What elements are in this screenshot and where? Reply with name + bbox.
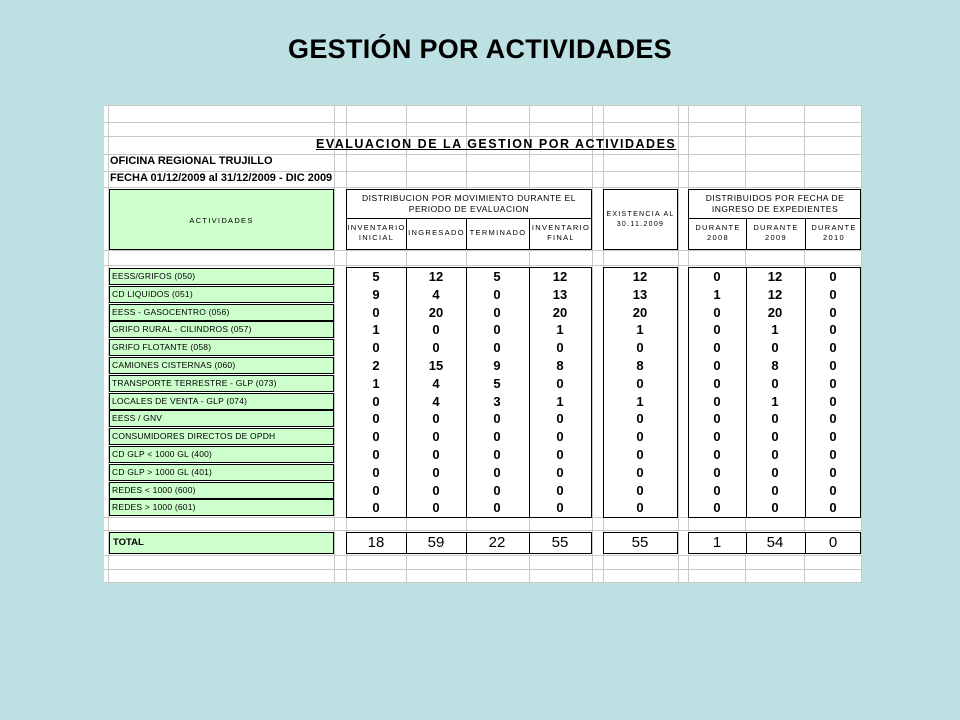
row-value: 0 <box>713 305 721 320</box>
total-value: 0 <box>828 534 838 551</box>
row-value: 0 <box>713 322 721 337</box>
row-value: 0 <box>771 447 779 462</box>
row-label: CD LIQUIDOS (051) <box>109 286 334 303</box>
row-value: 9 <box>493 358 501 373</box>
row-value: 5 <box>493 376 501 391</box>
row-value: 0 <box>713 465 721 480</box>
row-value: 0 <box>493 305 501 320</box>
row-label: GRIFO RURAL - CILINDROS (057) <box>109 321 334 338</box>
row-value: 0 <box>713 429 721 444</box>
row-value: 0 <box>556 340 564 355</box>
row-value: 20 <box>767 305 783 320</box>
row-value: 4 <box>432 376 440 391</box>
total-value: 59 <box>427 534 445 551</box>
row-value: 1 <box>372 376 380 391</box>
row-value: 0 <box>556 376 564 391</box>
row-value: 0 <box>636 447 644 462</box>
row-value: 0 <box>636 500 644 515</box>
row-value: 5 <box>493 269 501 284</box>
header-actividades <box>109 189 334 250</box>
row-value: 3 <box>493 394 501 409</box>
slide-title: GESTIÓN POR ACTIVIDADES <box>288 34 672 64</box>
total-value: 55 <box>631 534 649 551</box>
row-value: 2 <box>372 358 380 373</box>
row-label: TRANSPORTE TERRESTRE - GLP (073) <box>109 375 334 392</box>
row-value: 0 <box>829 376 837 391</box>
row-value: 0 <box>829 483 837 498</box>
row-value: 0 <box>636 483 644 498</box>
row-value: 8 <box>636 358 644 373</box>
row-value: 12 <box>632 269 648 284</box>
row-value: 0 <box>829 269 837 284</box>
row-value: 0 <box>372 429 380 444</box>
header-existencia <box>603 189 678 250</box>
row-value: 0 <box>713 269 721 284</box>
row-value: 0 <box>829 411 837 426</box>
row-value: 0 <box>432 465 440 480</box>
row-value: 0 <box>432 411 440 426</box>
row-value: 0 <box>432 500 440 515</box>
row-value: 0 <box>713 376 721 391</box>
row-value: 8 <box>771 358 779 373</box>
row-value: 9 <box>372 287 380 302</box>
total-value: 22 <box>488 534 506 551</box>
row-value: 0 <box>556 483 564 498</box>
row-label: LOCALES DE VENTA - GLP (074) <box>109 393 334 410</box>
row-value: 20 <box>428 305 444 320</box>
row-value: 0 <box>493 411 501 426</box>
row-value: 0 <box>771 465 779 480</box>
row-value: 13 <box>632 287 648 302</box>
row-value: 0 <box>432 447 440 462</box>
row-value: 0 <box>636 411 644 426</box>
row-value: 0 <box>636 465 644 480</box>
row-label: CD GLP < 1000 GL (400) <box>109 446 334 463</box>
row-value: 0 <box>556 447 564 462</box>
row-value: 1 <box>372 322 380 337</box>
row-value: 0 <box>372 500 380 515</box>
total-value: 1 <box>712 534 722 551</box>
row-value: 0 <box>713 447 721 462</box>
total-value: 18 <box>367 534 385 551</box>
total-label: TOTAL <box>113 537 144 548</box>
row-value: 0 <box>829 305 837 320</box>
row-value: 0 <box>372 394 380 409</box>
row-value: 0 <box>493 429 501 444</box>
row-label: CD GLP > 1000 GL (401) <box>109 464 334 481</box>
header-durante-2008: DURANTE 2008 <box>695 223 741 242</box>
row-value: 0 <box>493 340 501 355</box>
row-value: 12 <box>767 269 783 284</box>
row-value: 0 <box>771 340 779 355</box>
row-value: 0 <box>829 500 837 515</box>
header-movimiento-label: DISTRIBUCION POR MOVIMIENTO DURANTE EL PERIODO DE EVALUACION <box>362 193 576 214</box>
row-value: 13 <box>552 287 568 302</box>
row-value: 0 <box>493 465 501 480</box>
row-value: 0 <box>713 411 721 426</box>
row-value: 0 <box>493 500 501 515</box>
row-value: 0 <box>556 429 564 444</box>
header-existencia-label: EXISTENCIA AL 30.11.2009 <box>606 211 675 228</box>
row-value: 0 <box>771 483 779 498</box>
row-label: EESS / GNV <box>109 410 334 427</box>
row-value: 0 <box>829 340 837 355</box>
row-value: 0 <box>829 465 837 480</box>
row-value: 0 <box>372 447 380 462</box>
row-value: 1 <box>556 322 564 337</box>
row-value: 0 <box>829 429 837 444</box>
row-value: 12 <box>428 269 444 284</box>
header-ingresado: INGRESADO <box>408 228 465 237</box>
row-value: 4 <box>432 287 440 302</box>
row-value: 0 <box>372 340 380 355</box>
row-value: 0 <box>636 376 644 391</box>
row-value: 0 <box>556 465 564 480</box>
office-name: OFICINA REGIONAL TRUJILLO <box>110 155 273 167</box>
row-label: EESS/GRIFOS (050) <box>109 268 334 285</box>
total-value: 55 <box>551 534 569 551</box>
row-value: 0 <box>432 483 440 498</box>
row-value: 0 <box>432 429 440 444</box>
row-value: 0 <box>372 465 380 480</box>
row-label: CAMIONES CISTERNAS (060) <box>109 357 334 374</box>
header-movimiento <box>346 189 592 250</box>
row-value: 0 <box>771 411 779 426</box>
row-value: 0 <box>493 322 501 337</box>
row-value: 0 <box>432 340 440 355</box>
row-value: 1 <box>556 394 564 409</box>
row-value: 1 <box>713 287 721 302</box>
row-value: 0 <box>713 358 721 373</box>
row-value: 0 <box>556 411 564 426</box>
row-value: 0 <box>556 500 564 515</box>
row-value: 0 <box>771 429 779 444</box>
row-value: 0 <box>771 376 779 391</box>
row-value: 15 <box>428 358 444 373</box>
spreadsheet <box>104 105 862 583</box>
row-value: 0 <box>636 340 644 355</box>
row-value: 1 <box>636 322 644 337</box>
row-value: 0 <box>713 394 721 409</box>
header-inventario-inicial: INVENTARIO INICIAL <box>347 223 406 242</box>
row-value: 0 <box>829 287 837 302</box>
row-value: 4 <box>432 394 440 409</box>
row-value: 1 <box>636 394 644 409</box>
row-value: 12 <box>767 287 783 302</box>
row-value: 12 <box>552 269 568 284</box>
header-actividades-label: ACTIVIDADES <box>189 216 254 225</box>
evaluation-title: EVALUACION DE LA GESTION POR ACTIVIDADES <box>316 137 677 151</box>
total-label-box <box>109 532 334 554</box>
row-value: 0 <box>636 429 644 444</box>
period-line: FECHA 01/12/2009 al 31/12/2009 - DIC 2009 <box>110 172 333 184</box>
header-terminado: TERMINADO <box>469 228 527 237</box>
row-value: 0 <box>829 394 837 409</box>
row-value: 0 <box>372 411 380 426</box>
row-value: 0 <box>771 500 779 515</box>
header-fecha-ingreso-label: DISTRIBUIDOS POR FECHA DE INGRESO DE EXPEDIENTES <box>705 193 845 214</box>
row-value: 0 <box>493 447 501 462</box>
row-label: REDES < 1000 (600) <box>109 482 334 499</box>
row-value: 0 <box>372 483 380 498</box>
row-label: CONSUMIDORES DIRECTOS DE OPDH <box>109 428 334 445</box>
row-value: 1 <box>771 394 779 409</box>
row-value: 0 <box>372 305 380 320</box>
row-value: 5 <box>372 269 380 284</box>
row-label: EESS - GASOCENTRO (056) <box>109 304 334 321</box>
row-value: 8 <box>556 358 564 373</box>
row-value: 0 <box>493 483 501 498</box>
header-durante-2009: DURANTE 2009 <box>753 223 799 242</box>
row-value: 0 <box>713 340 721 355</box>
row-value: 0 <box>493 287 501 302</box>
row-value: 1 <box>771 322 779 337</box>
row-value: 0 <box>713 483 721 498</box>
row-value: 0 <box>713 500 721 515</box>
header-inventario-final: INVENTARIO FINAL <box>531 223 591 242</box>
row-label: GRIFO FLOTANTE (058) <box>109 339 334 356</box>
total-value: 54 <box>766 534 784 551</box>
row-value: 0 <box>829 447 837 462</box>
row-value: 0 <box>432 322 440 337</box>
row-label: REDES > 1000 (601) <box>109 499 334 516</box>
row-value: 20 <box>552 305 568 320</box>
header-fecha-ingreso <box>688 189 861 250</box>
row-value: 0 <box>829 358 837 373</box>
row-value: 0 <box>829 322 837 337</box>
row-value: 20 <box>632 305 648 320</box>
header-durante-2010: DURANTE 2010 <box>811 223 857 242</box>
